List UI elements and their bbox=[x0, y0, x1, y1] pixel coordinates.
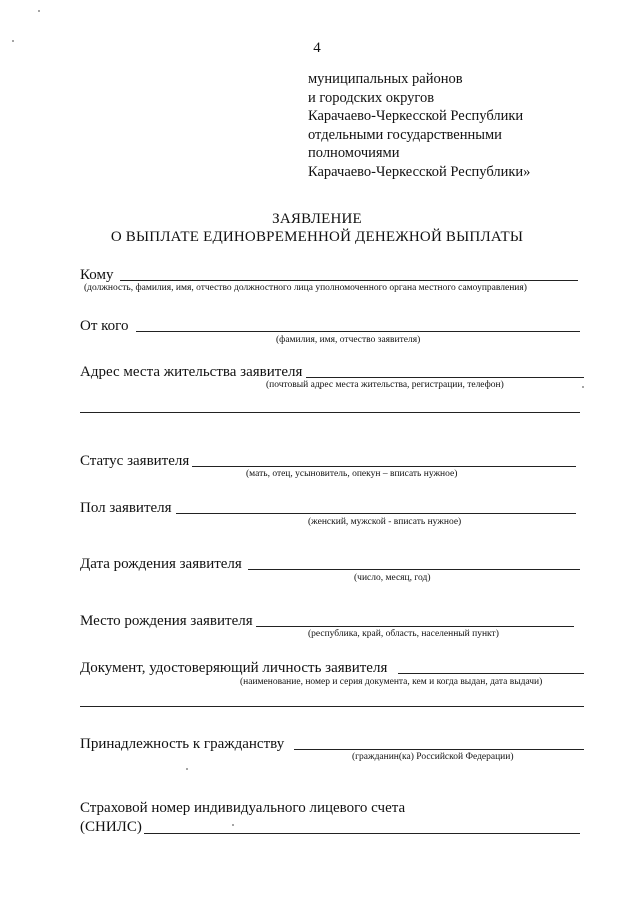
status-field[interactable] bbox=[192, 466, 576, 467]
header-line: муниципальных районов bbox=[308, 71, 463, 87]
sex-hint: (женский, мужской - вписать нужное) bbox=[308, 517, 462, 527]
snils-label: Страховой номер индивидуального лицевого счета bbox=[80, 800, 406, 816]
header-line: полномочиями bbox=[308, 145, 400, 161]
scan-speck bbox=[12, 40, 14, 42]
address-hint: (почтовый адрес места жительства, регистрации, телефон) bbox=[266, 380, 504, 390]
citizenship-field[interactable] bbox=[294, 749, 584, 750]
page-number: 4 bbox=[313, 40, 321, 56]
header-block bbox=[308, 70, 530, 181]
to-label: Кому bbox=[80, 267, 114, 283]
status-label: Статус заявителя bbox=[80, 453, 190, 469]
sex-label: Пол заявителя bbox=[80, 500, 172, 516]
document-subtitle: О ВЫПЛАТЕ ЕДИНОВРЕМЕННОЙ ДЕНЕЖНОЙ ВЫПЛАТЫ bbox=[110, 229, 524, 245]
from-hint: (фамилия, имя, отчество заявителя) bbox=[276, 335, 421, 345]
scan-speck bbox=[582, 386, 584, 388]
birth-place-field[interactable] bbox=[256, 626, 574, 627]
from-field[interactable] bbox=[136, 331, 580, 332]
scan-speck bbox=[38, 10, 40, 12]
header-line: Карачаево-Черкесской Республики» bbox=[308, 163, 531, 180]
header-line: отдельными государственными bbox=[308, 126, 502, 143]
scan-speck bbox=[186, 768, 188, 770]
sex-field[interactable] bbox=[176, 513, 576, 514]
to-field[interactable] bbox=[120, 280, 578, 281]
header-line: Карачаево-Черкесской Республики bbox=[308, 108, 524, 124]
document-title: ЗАЯВЛЕНИЕ bbox=[272, 211, 362, 227]
document-label: Документ, удостоверяющий личность заявителя bbox=[80, 660, 388, 676]
birth-date-label: Дата рождения заявителя bbox=[80, 556, 242, 572]
birth-date-hint: (число, месяц, год) bbox=[354, 573, 431, 583]
address-field[interactable] bbox=[306, 377, 584, 378]
scan-speck bbox=[232, 824, 234, 826]
birth-place-label: Место рождения заявителя bbox=[80, 613, 253, 629]
citizenship-label: Принадлежность к гражданству bbox=[80, 736, 285, 752]
snils-field[interactable] bbox=[144, 833, 580, 834]
address-label: Адрес места жительства заявителя bbox=[80, 364, 303, 380]
document-hint: (наименование, номер и серия документа, кем и когда выдан, дата выдачи) bbox=[240, 677, 543, 687]
from-label: От кого bbox=[80, 318, 129, 334]
address-field-line2[interactable] bbox=[80, 412, 580, 413]
document-field[interactable] bbox=[398, 673, 584, 674]
snils-label-abbr: (СНИЛС) bbox=[80, 819, 142, 835]
document-field-line2[interactable] bbox=[80, 706, 584, 707]
header-line: и городских округов bbox=[308, 89, 435, 106]
birth-date-field[interactable] bbox=[248, 569, 580, 570]
status-hint: (мать, отец, усыновитель, опекун – вписать нужное) bbox=[246, 469, 458, 479]
citizenship-hint: (гражданин(ка) Российской Федерации) bbox=[352, 752, 514, 762]
to-hint: (должность, фамилия, имя, отчество должностного лица уполномоченного органа местного самоуправления) bbox=[84, 283, 527, 293]
birth-place-hint: (республика, край, область, населенный пункт) bbox=[308, 629, 499, 639]
